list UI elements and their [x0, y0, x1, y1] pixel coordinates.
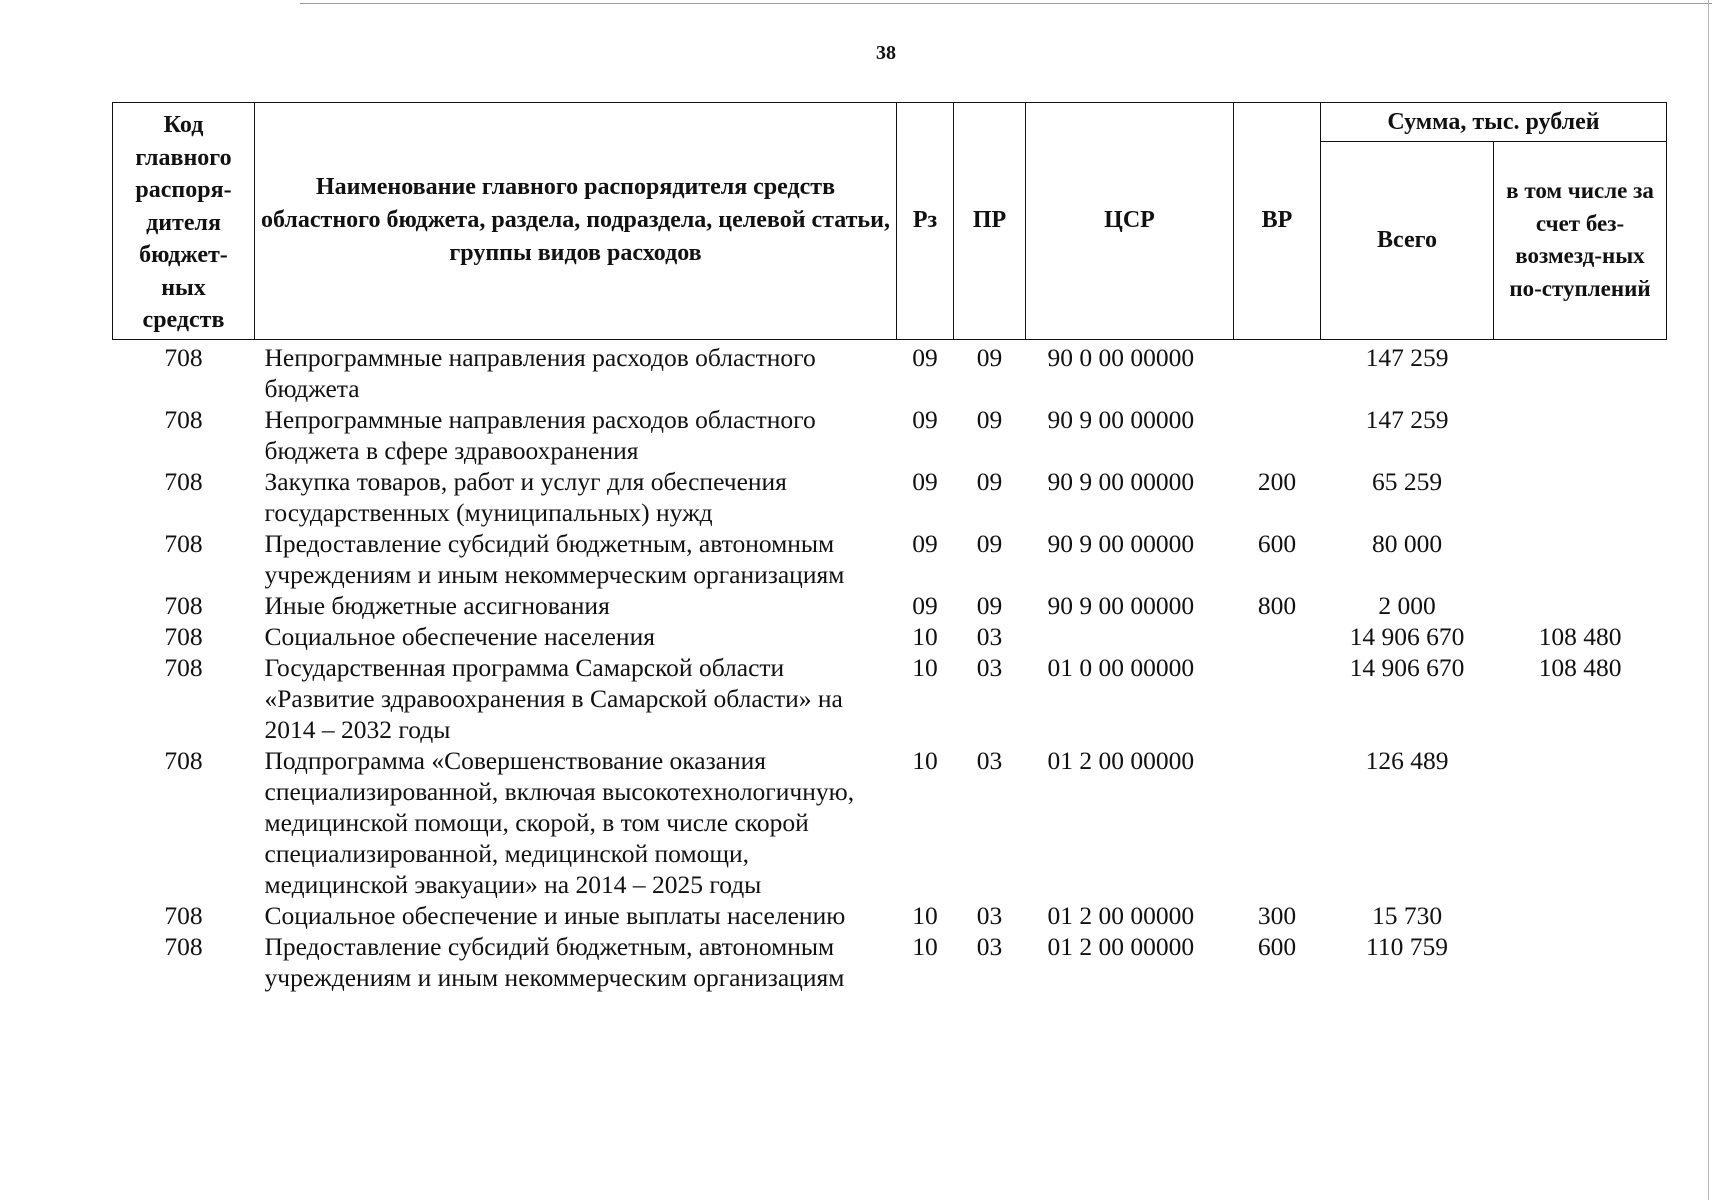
row-incl	[1494, 528, 1667, 590]
row-pr: 09	[976, 466, 1003, 496]
table-row	[113, 900, 1667, 931]
row-csr: 01 2 00 00000	[1047, 900, 1195, 930]
row-csr: 90 9 00 00000	[1047, 528, 1195, 558]
row-csr: 90 0 00 00000	[1047, 342, 1195, 372]
row-pr: 03	[976, 745, 1003, 775]
row-rz: 09	[912, 528, 938, 558]
row-pr: 03	[976, 621, 1003, 651]
row-pr: 09	[976, 528, 1003, 558]
table-row	[113, 339, 1667, 404]
row-csr: 90 9 00 00000	[1047, 404, 1195, 434]
table-row	[113, 528, 1667, 590]
row-incl	[1494, 466, 1667, 528]
row-code: 708	[164, 931, 203, 961]
row-pr: 09	[976, 404, 1003, 434]
row-rz: 10	[912, 652, 938, 682]
row-incl	[1494, 339, 1667, 404]
row-code: 708	[164, 528, 203, 558]
row-rz: 09	[912, 590, 938, 620]
row-incl	[1494, 745, 1667, 900]
row-total: 2 000	[1378, 590, 1436, 620]
row-incl: 108 480	[1538, 652, 1622, 682]
scan-edge-line	[300, 3, 1712, 4]
row-name: Непрограммные направления расходов областного бюджета	[264, 342, 816, 403]
page-number: 38	[876, 42, 896, 64]
row-name: Предоставление субсидий бюджетным, автономным учреждениям и иным некоммерческим организациям	[264, 528, 845, 589]
row-name: Предоставление субсидий бюджетным, автономным учреждениям и иным некоммерческим организациям	[264, 931, 845, 992]
row-total: 147 259	[1365, 404, 1449, 434]
row-total: 80 000	[1371, 528, 1443, 558]
row-name: Непрограммные направления расходов областного бюджета в сфере здравоохранения	[264, 404, 816, 465]
row-csr: 90 9 00 00000	[1047, 590, 1195, 620]
row-pr: 09	[976, 342, 1003, 372]
table-row	[113, 590, 1667, 621]
header-name: Наименование главного распорядителя средств областного бюджета, раздела, подраздела, целевой статьи, группы видов расходов	[255, 103, 897, 340]
row-rz: 10	[912, 931, 938, 961]
table-body	[113, 339, 1667, 993]
row-total: 65 259	[1371, 466, 1443, 496]
row-vr: 600	[1257, 931, 1297, 961]
row-total: 15 730	[1371, 900, 1443, 930]
row-incl	[1494, 900, 1667, 931]
row-vr	[1234, 339, 1321, 404]
row-rz: 10	[912, 621, 938, 651]
row-csr: 01 0 00 00000	[1047, 652, 1195, 682]
row-total: 14 906 670	[1349, 621, 1465, 651]
row-code: 708	[164, 900, 203, 930]
budget-table	[112, 102, 1667, 993]
row-incl: 108 480	[1538, 621, 1622, 651]
row-total: 126 489	[1365, 745, 1449, 775]
row-incl	[1494, 931, 1667, 993]
table-row	[113, 404, 1667, 466]
row-csr: 01 2 00 00000	[1047, 931, 1195, 961]
row-pr: 03	[976, 652, 1003, 682]
row-code: 708	[164, 466, 203, 496]
row-total: 14 906 670	[1349, 652, 1465, 682]
row-vr: 300	[1257, 900, 1297, 930]
row-code: 708	[164, 404, 203, 434]
row-total: 147 259	[1365, 342, 1449, 372]
row-rz: 10	[912, 745, 938, 775]
row-name: Подпрограмма «Совершенствование оказания специализированной, включая высокотехнологичную, медицинской помощи, скорой, в том числе скорой специализированной, медицинской помощи, медицинской эвакуации» на 2014 – 2025 годы	[264, 745, 855, 899]
header-incl: в том числе за счет без-возмезд-ных по-ступлений	[1494, 142, 1667, 340]
row-rz: 09	[912, 466, 938, 496]
row-incl	[1494, 590, 1667, 621]
row-total: 110 759	[1366, 931, 1448, 961]
header-csr: ЦСР	[1026, 103, 1234, 340]
row-name: Социальное обеспечение населения	[264, 621, 655, 651]
row-vr: 600	[1257, 528, 1297, 558]
row-pr: 09	[976, 590, 1003, 620]
header-total: Всего	[1321, 142, 1494, 340]
row-code: 708	[164, 652, 203, 682]
table-row	[113, 621, 1667, 652]
row-rz: 10	[912, 900, 938, 930]
table-row	[113, 745, 1667, 900]
row-incl	[1494, 404, 1667, 466]
table-row	[113, 466, 1667, 528]
table-header	[113, 103, 1667, 340]
row-csr	[1026, 621, 1234, 652]
row-code: 708	[164, 590, 203, 620]
row-code: 708	[164, 745, 203, 775]
row-code: 708	[164, 621, 203, 651]
row-vr	[1234, 652, 1321, 745]
header-sum-group: Сумма, тыс. рублей	[1321, 103, 1667, 142]
row-name: Иные бюджетные ассигнования	[264, 590, 610, 620]
row-vr: 800	[1257, 590, 1297, 620]
row-rz: 09	[912, 404, 938, 434]
header-pr: ПР	[954, 103, 1026, 340]
row-vr	[1234, 745, 1321, 900]
row-csr: 90 9 00 00000	[1047, 466, 1195, 496]
row-vr	[1234, 404, 1321, 466]
header-vr: ВР	[1234, 103, 1321, 340]
table-row	[113, 931, 1667, 993]
row-pr: 03	[976, 900, 1003, 930]
row-vr: 200	[1257, 466, 1297, 496]
row-vr	[1234, 621, 1321, 652]
row-code: 708	[164, 342, 203, 372]
row-pr: 03	[976, 931, 1003, 961]
table-row	[113, 652, 1667, 745]
scan-edge-line	[1708, 0, 1709, 1200]
row-name: Социальное обеспечение и иные выплаты населению	[264, 900, 846, 930]
row-rz: 09	[912, 342, 938, 372]
row-csr: 01 2 00 00000	[1047, 745, 1195, 775]
header-rz: Рз	[897, 103, 954, 340]
row-name: Государственная программа Самарской области «Развитие здравоохранения в Самарской области» на 2014 – 2032 годы	[264, 652, 843, 744]
row-name: Закупка товаров, работ и услуг для обеспечения государственных (муниципальных) нужд	[264, 466, 787, 527]
header-code: Код главного распоря-дителя бюджет-ных средств	[113, 103, 255, 340]
